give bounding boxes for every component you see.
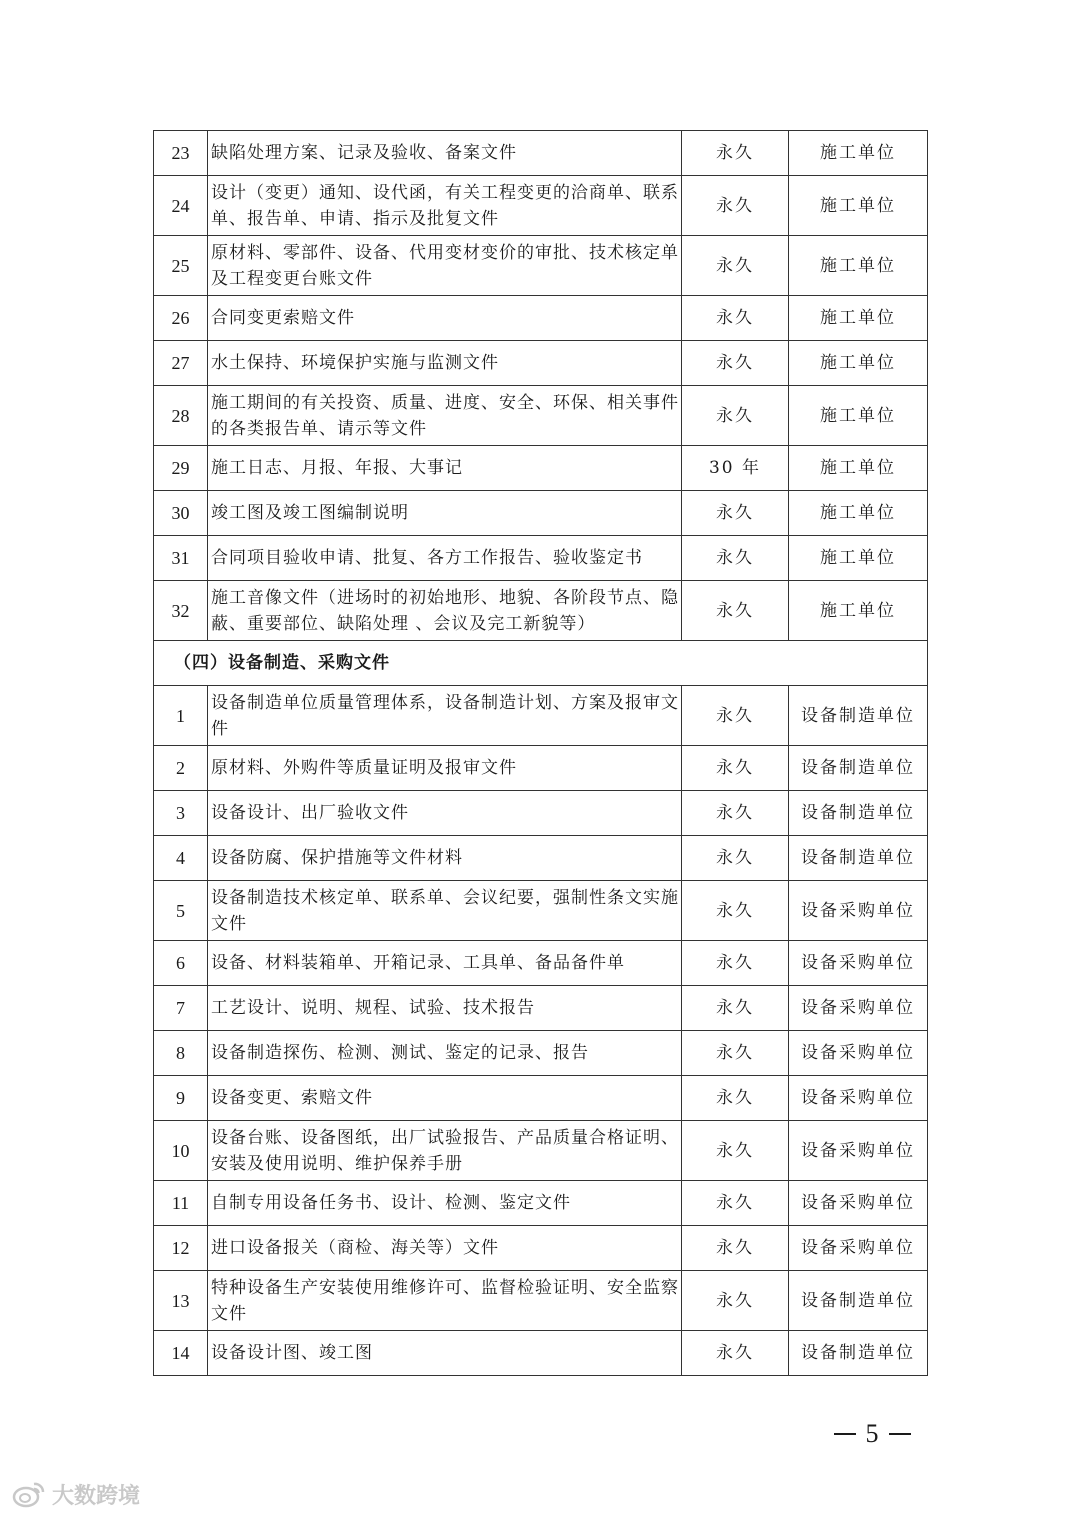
file-name-cell: 设备台账、设备图纸，出厂试验报告、产品质量合格证明、安装及使用说明、维护保养手册 bbox=[208, 1121, 682, 1181]
retention-period-cell: 永久 bbox=[682, 536, 789, 581]
responsible-unit-cell: 设备采购单位 bbox=[789, 1121, 928, 1181]
retention-period-cell: 永久 bbox=[682, 791, 789, 836]
file-name-cell: 设备设计、出厂验收文件 bbox=[208, 791, 682, 836]
responsible-unit-cell: 施工单位 bbox=[789, 491, 928, 536]
responsible-unit-cell: 设备采购单位 bbox=[789, 1181, 928, 1226]
file-name-cell: 设备制造技术核定单、联系单、会议纪要，强制性条文实施文件 bbox=[208, 881, 682, 941]
table-row bbox=[154, 296, 928, 341]
file-name-cell: 设备设计图、竣工图 bbox=[208, 1331, 682, 1376]
table-body-equipment bbox=[154, 686, 928, 1376]
retention-period-cell: 永久 bbox=[682, 1331, 789, 1376]
responsible-unit-cell: 施工单位 bbox=[789, 536, 928, 581]
section-heading: （四）设备制造、采购文件 bbox=[154, 641, 928, 686]
retention-period-cell: 永久 bbox=[682, 491, 789, 536]
file-name-cell: 竣工图及竣工图编制说明 bbox=[208, 491, 682, 536]
row-number-cell: 11 bbox=[154, 1181, 208, 1226]
file-name-cell: 进口设备报关（商检、海关等）文件 bbox=[208, 1226, 682, 1271]
table-row bbox=[154, 881, 928, 941]
file-name-cell: 施工日志、月报、年报、大事记 bbox=[208, 446, 682, 491]
retention-period-cell: 永久 bbox=[682, 1271, 789, 1331]
row-number-cell: 7 bbox=[154, 986, 208, 1031]
row-number-cell: 32 bbox=[154, 581, 208, 641]
table-row bbox=[154, 386, 928, 446]
file-name-cell: 自制专用设备任务书、设计、检测、鉴定文件 bbox=[208, 1181, 682, 1226]
row-number-cell: 28 bbox=[154, 386, 208, 446]
table-row bbox=[154, 1226, 928, 1271]
row-number-cell: 24 bbox=[154, 176, 208, 236]
responsible-unit-cell: 施工单位 bbox=[789, 296, 928, 341]
responsible-unit-cell: 设备制造单位 bbox=[789, 686, 928, 746]
page-number bbox=[826, 1414, 918, 1454]
file-name-cell: 原材料、零部件、设备、代用变材变价的审批、技术核定单及工程变更台账文件 bbox=[208, 236, 682, 296]
row-number-cell: 3 bbox=[154, 791, 208, 836]
retention-period-cell: 永久 bbox=[682, 1226, 789, 1271]
table-row bbox=[154, 836, 928, 881]
file-name-cell: 设备防腐、保护措施等文件材料 bbox=[208, 836, 682, 881]
table-row bbox=[154, 176, 928, 236]
responsible-unit-cell: 设备制造单位 bbox=[789, 836, 928, 881]
table-row bbox=[154, 131, 928, 176]
row-number-cell: 12 bbox=[154, 1226, 208, 1271]
retention-period-cell: 永久 bbox=[682, 296, 789, 341]
row-number-cell: 14 bbox=[154, 1331, 208, 1376]
retention-period-cell: 永久 bbox=[682, 581, 789, 641]
file-name-cell: 合同变更索赔文件 bbox=[208, 296, 682, 341]
retention-period-cell: 永久 bbox=[682, 176, 789, 236]
page-number-dash-right bbox=[889, 1433, 911, 1435]
row-number-cell: 8 bbox=[154, 1031, 208, 1076]
row-number-cell: 10 bbox=[154, 1121, 208, 1181]
file-name-cell: 设备、材料装箱单、开箱记录、工具单、备品备件单 bbox=[208, 941, 682, 986]
table-row bbox=[154, 686, 928, 746]
responsible-unit-cell: 设备制造单位 bbox=[789, 791, 928, 836]
retention-period-cell: 永久 bbox=[682, 941, 789, 986]
file-name-cell: 施工音像文件（进场时的初始地形、地貌、各阶段节点、隐蔽、重要部位、缺陷处理 、会议及完工新貌等） bbox=[208, 581, 682, 641]
table-row bbox=[154, 746, 928, 791]
retention-period-cell: 永久 bbox=[682, 236, 789, 296]
page-number-dash-left bbox=[834, 1433, 856, 1435]
responsible-unit-cell: 设备采购单位 bbox=[789, 986, 928, 1031]
table-row bbox=[154, 1271, 928, 1331]
responsible-unit-cell: 设备采购单位 bbox=[789, 1031, 928, 1076]
retention-period-cell: 永久 bbox=[682, 986, 789, 1031]
file-name-cell: 设备制造探伤、检测、测试、鉴定的记录、报告 bbox=[208, 1031, 682, 1076]
table-row bbox=[154, 1076, 928, 1121]
file-name-cell: 设计（变更）通知、设代函，有关工程变更的洽商单、联系单、报告单、申请、指示及批复文件 bbox=[208, 176, 682, 236]
file-name-cell: 设备制造单位质量管理体系，设备制造计划、方案及报审文件 bbox=[208, 686, 682, 746]
file-name-cell: 水土保持、环境保护实施与监测文件 bbox=[208, 341, 682, 386]
table-row bbox=[154, 581, 928, 641]
retention-period-cell: 永久 bbox=[682, 836, 789, 881]
responsible-unit-cell: 施工单位 bbox=[789, 176, 928, 236]
responsible-unit-cell: 施工单位 bbox=[789, 131, 928, 176]
row-number-cell: 26 bbox=[154, 296, 208, 341]
table-row bbox=[154, 536, 928, 581]
table-row bbox=[154, 1331, 928, 1376]
row-number-cell: 1 bbox=[154, 686, 208, 746]
table-row bbox=[154, 236, 928, 296]
file-name-cell: 工艺设计、说明、规程、试验、技术报告 bbox=[208, 986, 682, 1031]
row-number-cell: 27 bbox=[154, 341, 208, 386]
retention-period-cell: 永久 bbox=[682, 341, 789, 386]
responsible-unit-cell: 设备采购单位 bbox=[789, 941, 928, 986]
table-row bbox=[154, 1121, 928, 1181]
responsible-unit-cell: 设备采购单位 bbox=[789, 881, 928, 941]
table-row bbox=[154, 791, 928, 836]
responsible-unit-cell: 设备制造单位 bbox=[789, 1331, 928, 1376]
row-number-cell: 23 bbox=[154, 131, 208, 176]
section-heading-row bbox=[154, 641, 928, 686]
responsible-unit-cell: 施工单位 bbox=[789, 236, 928, 296]
file-name-cell: 原材料、外购件等质量证明及报审文件 bbox=[208, 746, 682, 791]
table-row bbox=[154, 446, 928, 491]
page-number-value: 5 bbox=[865, 1419, 879, 1448]
row-number-cell: 5 bbox=[154, 881, 208, 941]
table-row bbox=[154, 1181, 928, 1226]
row-number-cell: 29 bbox=[154, 446, 208, 491]
file-name-cell: 缺陷处理方案、记录及验收、备案文件 bbox=[208, 131, 682, 176]
retention-period-cell: 永久 bbox=[682, 746, 789, 791]
table-row bbox=[154, 986, 928, 1031]
retention-period-cell: 永久 bbox=[682, 686, 789, 746]
table-body-construction bbox=[154, 131, 928, 641]
file-name-cell: 合同项目验收申请、批复、各方工作报告、验收鉴定书 bbox=[208, 536, 682, 581]
retention-period-cell: 永久 bbox=[682, 131, 789, 176]
responsible-unit-cell: 施工单位 bbox=[789, 386, 928, 446]
row-number-cell: 2 bbox=[154, 746, 208, 791]
archive-retention-table bbox=[153, 130, 928, 1376]
row-number-cell: 6 bbox=[154, 941, 208, 986]
row-number-cell: 30 bbox=[154, 491, 208, 536]
file-name-cell: 特种设备生产安装使用维修许可、监督检验证明、安全监察文件 bbox=[208, 1271, 682, 1331]
file-name-cell: 施工期间的有关投资、质量、进度、安全、环保、相关事件的各类报告单、请示等文件 bbox=[208, 386, 682, 446]
responsible-unit-cell: 设备制造单位 bbox=[789, 746, 928, 791]
responsible-unit-cell: 设备采购单位 bbox=[789, 1226, 928, 1271]
row-number-cell: 9 bbox=[154, 1076, 208, 1121]
retention-period-cell: 永久 bbox=[682, 1181, 789, 1226]
retention-period-cell: 永久 bbox=[682, 1031, 789, 1076]
responsible-unit-cell: 施工单位 bbox=[789, 446, 928, 491]
file-name-cell: 设备变更、索赔文件 bbox=[208, 1076, 682, 1121]
weibo-logo-icon bbox=[12, 1480, 46, 1508]
watermark bbox=[12, 1476, 140, 1512]
table-row bbox=[154, 1031, 928, 1076]
watermark-text: 大数跨境 bbox=[52, 1483, 141, 1509]
retention-period-cell: 永久 bbox=[682, 1121, 789, 1181]
table-body-section bbox=[154, 641, 928, 686]
responsible-unit-cell: 施工单位 bbox=[789, 341, 928, 386]
retention-period-cell: 30 年 bbox=[682, 446, 789, 491]
responsible-unit-cell: 设备制造单位 bbox=[789, 1271, 928, 1331]
row-number-cell: 25 bbox=[154, 236, 208, 296]
row-number-cell: 13 bbox=[154, 1271, 208, 1331]
responsible-unit-cell: 设备采购单位 bbox=[789, 1076, 928, 1121]
table-row bbox=[154, 341, 928, 386]
retention-period-cell: 永久 bbox=[682, 386, 789, 446]
table-row bbox=[154, 491, 928, 536]
retention-period-cell: 永久 bbox=[682, 1076, 789, 1121]
row-number-cell: 4 bbox=[154, 836, 208, 881]
row-number-cell: 31 bbox=[154, 536, 208, 581]
table-row bbox=[154, 941, 928, 986]
responsible-unit-cell: 施工单位 bbox=[789, 581, 928, 641]
retention-period-cell: 永久 bbox=[682, 881, 789, 941]
